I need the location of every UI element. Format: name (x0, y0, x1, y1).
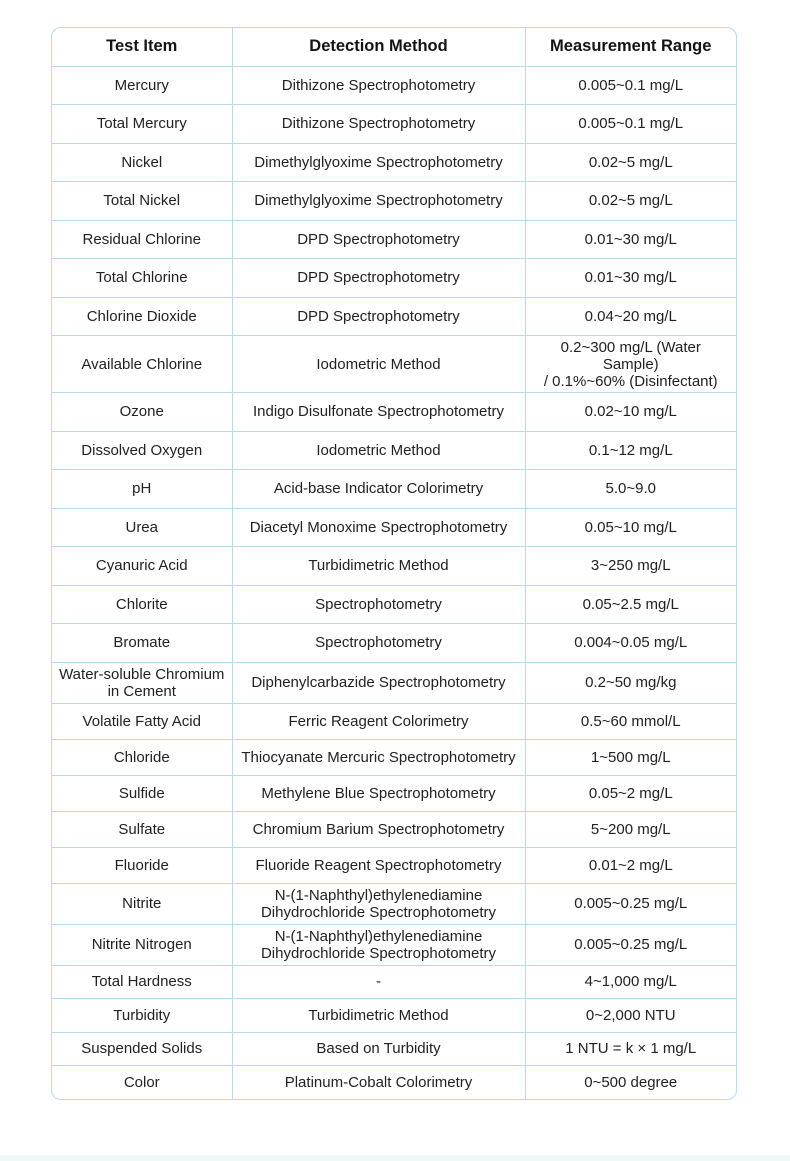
cell-measurement-range: 0.04~20 mg/L (525, 297, 736, 336)
table-row (52, 547, 736, 586)
cell-detection-method: Diphenylcarbazide Spectrophotometry (232, 662, 525, 703)
table-row (52, 105, 736, 144)
cell-detection-method (232, 924, 525, 965)
cell-detection-method: Iodometric Method (232, 336, 525, 393)
cell-test-item: Chlorine Dioxide (52, 297, 232, 336)
cell-detection-method: Fluoride Reagent Spectrophotometry (232, 847, 525, 883)
cell-test-item: Sulfide (52, 775, 232, 811)
cell-measurement-range: 0~500 degree (584, 1074, 678, 1091)
cell-detection-method: DPD Spectrophotometry (232, 220, 525, 259)
table-row (52, 775, 736, 811)
cell-measurement-range: 0.005~0.1 mg/L (525, 105, 736, 144)
range-line: / 0.1%~60% (Disinfectant) (543, 372, 718, 390)
cell-detection-method: Turbidimetric Method (232, 547, 525, 586)
cell-measurement-range: 3~250 mg/L (525, 547, 736, 586)
header-detection-method: Detection Method (232, 28, 525, 66)
table-row (52, 965, 736, 999)
table-row (52, 1032, 736, 1066)
cell-detection-method: Turbidimetric Method (232, 999, 525, 1033)
cell-test-item: Residual Chlorine (52, 220, 232, 259)
table-row (52, 259, 736, 298)
cell-test-item: Dissolved Oxygen (52, 431, 232, 470)
cell-test-item: Turbidity (52, 999, 232, 1033)
cell-detection-method: Dimethylglyoxime Spectrophotometry (232, 143, 525, 182)
method-line: N-(1-Naphthyl)ethylenediamine (274, 886, 483, 904)
cell-measurement-range: 0.005~0.1 mg/L (525, 66, 736, 105)
table-row (52, 624, 736, 663)
cell-detection-method: DPD Spectrophotometry (232, 259, 525, 298)
cell-detection-method: Chromium Barium Spectrophotometry (232, 811, 525, 847)
cell-measurement-range (525, 336, 736, 393)
cell-test-item: Chlorite (52, 585, 232, 624)
cell-measurement-range: 0.5~60 mmol/L (525, 703, 736, 739)
cell-test-item: Sulfate (52, 811, 232, 847)
table-row (52, 220, 736, 259)
cell-test-item: Cyanuric Acid (52, 547, 232, 586)
cell-measurement-range: 0.01~30 mg/L (525, 259, 736, 298)
table-row (52, 66, 736, 105)
cell-detection-method: Acid-base Indicator Colorimetry (232, 470, 525, 509)
cell-detection-method: Platinum-Cobalt Colorimetry (232, 1066, 525, 1100)
cell-detection-method: Dithizone Spectrophotometry (232, 105, 525, 144)
table-row (52, 431, 736, 470)
table-row (52, 847, 736, 883)
test-items-table (51, 27, 737, 1100)
cell-measurement-range: 1~500 mg/L (525, 739, 736, 775)
cell-detection-method: Indigo Disulfonate Spectrophotometry (232, 393, 525, 432)
cell-measurement-range: 0.05~10 mg/L (525, 508, 736, 547)
table-row (52, 143, 736, 182)
cell-measurement-range: 5.0~9.0 (525, 470, 736, 509)
cell-measurement-range: 0~2,000 NTU (525, 999, 736, 1033)
cell-test-item: Bromate (52, 624, 232, 663)
cell-test-item: Chloride (52, 739, 232, 775)
cell-measurement-range: 0.05~2 mg/L (525, 775, 736, 811)
cell-test-item: Nitrite (52, 883, 232, 924)
cell-measurement-range: 4~1,000 mg/L (525, 965, 736, 999)
cell-test-item: Available Chlorine (52, 336, 232, 393)
cell-measurement-range: 0.02~10 mg/L (525, 393, 736, 432)
table-row (52, 662, 736, 703)
method-line: Dihydrochloride Spectrophotometry (260, 903, 497, 921)
table-grid (52, 28, 736, 1099)
cell-detection-method: Spectrophotometry (232, 585, 525, 624)
table-row (52, 924, 736, 965)
cell-detection-method: Thiocyanate Mercuric Spectrophotometry (232, 739, 525, 775)
cell-test-item: Urea (52, 508, 232, 547)
table-row (52, 297, 736, 336)
page-bottom-band (0, 1155, 790, 1161)
cell-detection-method: Dimethylglyoxime Spectrophotometry (232, 182, 525, 221)
header-test-item: Test Item (52, 28, 232, 66)
table-row (52, 739, 736, 775)
cell-detection-method: Spectrophotometry (232, 624, 525, 663)
cell-measurement-range: 0.02~5 mg/L (525, 182, 736, 221)
cell-test-item: Ozone (52, 393, 232, 432)
cell-detection-method: - (232, 965, 525, 999)
cell-measurement-range: 0.005~0.25 mg/L (525, 883, 736, 924)
item-line: in Cement (107, 682, 176, 700)
item-line: Water-soluble Chromium (59, 665, 225, 683)
cell-test-item: Volatile Fatty Acid (52, 703, 232, 739)
cell-test-item: Fluoride (52, 847, 232, 883)
cell-test-item: Suspended Solids (52, 1032, 232, 1066)
cell-measurement-range: 0.05~2.5 mg/L (525, 585, 736, 624)
table-row (52, 508, 736, 547)
cell-test-item: Nickel (52, 143, 232, 182)
cell-measurement-range: 0.004~0.05 mg/L (525, 624, 736, 663)
cell-measurement-range: 0.02~5 mg/L (525, 143, 736, 182)
cell-detection-method: Iodometric Method (232, 431, 525, 470)
table-row (52, 336, 736, 393)
table-header-row (52, 28, 736, 66)
table-row (52, 1066, 736, 1100)
cell-test-item: Total Mercury (52, 105, 232, 144)
cell-detection-method: Diacetyl Monoxime Spectrophotometry (232, 508, 525, 547)
table-row (52, 883, 736, 924)
cell-test-item: Total Hardness (52, 965, 232, 999)
cell-test-item (52, 662, 232, 703)
table-row (52, 393, 736, 432)
table-row (52, 585, 736, 624)
table-row (52, 182, 736, 221)
cell-test-item: Color (52, 1066, 232, 1100)
cell-measurement-range: 0.2~50 mg/kg (525, 662, 736, 703)
cell-measurement-range: 0.01~2 mg/L (525, 847, 736, 883)
cell-detection-method: Ferric Reagent Colorimetry (232, 703, 525, 739)
cell-test-item: Mercury (52, 66, 232, 105)
cell-detection-method: DPD Spectrophotometry (232, 297, 525, 336)
cell-test-item: pH (52, 470, 232, 509)
cell-detection-method: Dithizone Spectrophotometry (232, 66, 525, 105)
cell-test-item: Nitrite Nitrogen (52, 924, 232, 965)
table-row (52, 470, 736, 509)
cell-test-item: Total Nickel (52, 182, 232, 221)
cell-detection-method: Methylene Blue Spectrophotometry (232, 775, 525, 811)
table-row (52, 811, 736, 847)
cell-detection-method (232, 883, 525, 924)
table-row (52, 999, 736, 1033)
method-line: N-(1-Naphthyl)ethylenediamine (274, 927, 483, 945)
header-measurement-range: Measurement Range (525, 28, 736, 66)
cell-test-item: Total Chlorine (52, 259, 232, 298)
range-line: 0.2~300 mg/L (Water Sample) (560, 338, 701, 373)
table-row (52, 703, 736, 739)
cell-measurement-range: 0.1~12 mg/L (525, 431, 736, 470)
cell-measurement-range: 0.01~30 mg/L (525, 220, 736, 259)
cell-measurement-range: 1 NTU = k × 1 mg/L (525, 1032, 736, 1066)
cell-detection-method: Based on Turbidity (232, 1032, 525, 1066)
cell-measurement-range: 5~200 mg/L (525, 811, 736, 847)
method-line: Dihydrochloride Spectrophotometry (260, 944, 497, 962)
cell-measurement-range: 0.005~0.25 mg/L (525, 924, 736, 965)
